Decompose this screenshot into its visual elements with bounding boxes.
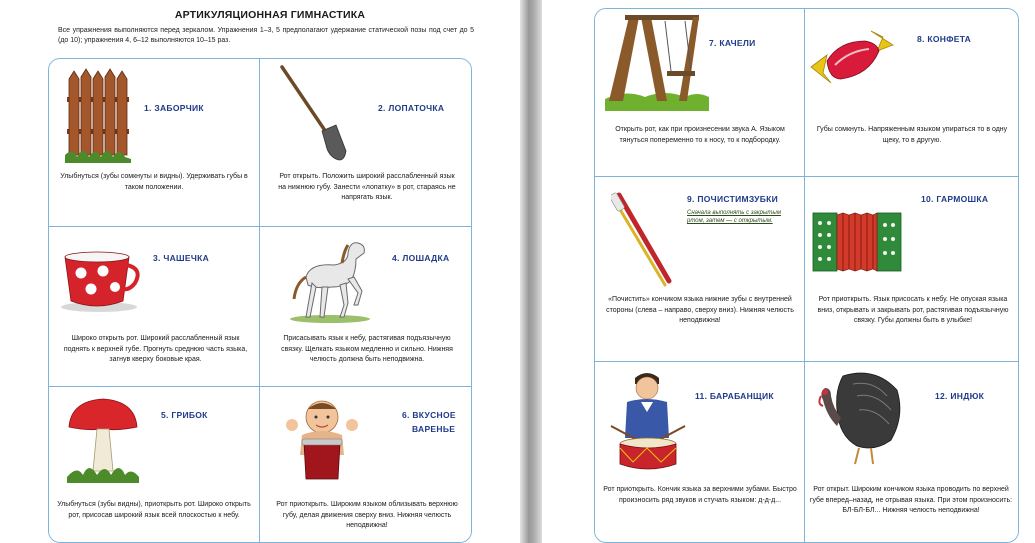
exercise-text: Рот открыт. Широким кончиком языка проводить по верхней губе вперед–назад, не отрывая языка. При этом произносить: БЛ-БЛ-БЛ... Нижняя челюсть неподвижна! xyxy=(809,486,1013,514)
exercise-title: 8. КОНФЕТА xyxy=(917,34,972,44)
exercise-grid-left xyxy=(48,58,472,543)
candy-picture xyxy=(809,27,895,97)
exercise-card-4 xyxy=(260,227,472,387)
exercise-text: Широко открыть рот. Широкий расслабленный язык поднять к верхней губе. Прогнуть среднюю часть языка, загнув кверху боковые края. xyxy=(63,335,248,363)
swing-picture xyxy=(605,13,709,111)
fence-picture xyxy=(65,67,131,163)
shovel-picture xyxy=(276,65,356,165)
exercise-card-9 xyxy=(595,177,805,362)
exercise-text: Губы сомкнуть. Напряженным языком упираться то в одну щеку, то в другую. xyxy=(816,126,1008,144)
page-title: АРТИКУЛЯЦИОННАЯ ГИМНАСТИКА xyxy=(174,9,366,21)
exercise-card-10 xyxy=(805,177,1019,362)
exercise-title: 2. ЛОПАТОЧКА xyxy=(378,103,445,113)
exercise-card-8 xyxy=(805,9,1019,177)
exercise-card-11 xyxy=(595,362,805,543)
exercise-card-1 xyxy=(49,59,260,227)
exercise-text: Рот приоткрыть. Широким языком облизывать верхнюю губу, делая движения сверху вниз. Нижняя челюсть неподвижна! xyxy=(276,501,458,529)
exercise-title: 5. ГРИБОК xyxy=(161,410,208,420)
exercise-title: 9. ПОЧИСТИМЗУБКИ xyxy=(687,194,779,204)
exercise-card-3 xyxy=(49,227,260,387)
exercise-title: 1. ЗАБОРЧИК xyxy=(144,103,204,113)
page-intro: Все упражнения выполняются перед зеркалом. Упражнения 1–3, 5 предполагают удержание статической позы под счет до 5 (до 10); упражнения 4, 6–12 выполняются 10–15 раз. xyxy=(58,27,474,44)
exercise-title: 12. ИНДЮК xyxy=(935,391,985,401)
exercise-title: 6. ВКУСНОЕ xyxy=(402,410,456,420)
right-page xyxy=(542,0,1035,543)
mushroom-picture xyxy=(67,397,139,483)
exercise-text: Рот приоткрыть. Язык присосать к небу. Не опуская языка вниз, открывать и закрывать рот, растягивая подъязычную связку. Губы должны быть в улыбке! xyxy=(817,296,1009,324)
jam-picture xyxy=(280,395,364,483)
exercise-title: 4. ЛОШАДКА xyxy=(392,253,450,263)
exercise-card-5 xyxy=(49,387,260,543)
exercise-title: 7. КАЧЕЛИ xyxy=(709,38,756,48)
turkey-picture xyxy=(813,366,905,470)
exercise-card-7 xyxy=(595,9,805,177)
book-gutter xyxy=(520,0,542,543)
exercise-card-6 xyxy=(260,387,472,543)
exercise-grid-right xyxy=(594,8,1019,543)
exercise-text: Открыть рот, как при произнесении звука А. Языком тянуться попеременно то к носу, то к подбородку. xyxy=(615,126,785,144)
horse-picture xyxy=(286,233,374,325)
cup-picture xyxy=(59,247,143,313)
drummer-picture xyxy=(603,368,693,478)
exercise-title-line2: ВАРЕНЬЕ xyxy=(412,424,456,434)
exercise-note: Сначала выполнять с закрытым ртом, затем — с открытым. xyxy=(687,210,781,224)
exercise-text: Улыбнуться (зубы видны), приоткрыть рот. Широко открыть рот, присосав широкий язык всей плоскостью к небу. xyxy=(57,501,251,519)
exercise-text: Рот открыть. Положить широкий расслабленный язык на нижнюю губу. Занести «лопатку» в рот, стараясь не напрягать язык. xyxy=(278,173,456,201)
accordion-picture xyxy=(811,209,903,275)
exercise-card-2 xyxy=(260,59,472,227)
exercise-text: «Почистить» кончиком языка нижние зубы с внутренней стороны (слева – направо, сверху вниз). Нижняя челюсть неподвижна! xyxy=(606,296,794,324)
exercise-text: Улыбнуться (зубы сомкнуты и видны). Удерживать губы в таком положении. xyxy=(60,173,248,191)
exercise-card-12 xyxy=(805,362,1019,543)
exercise-text: Рот приоткрыть. Кончик языка за верхними зубами. Быстро произносить ряд звуков и стучать языком: д-д-д... xyxy=(603,486,797,504)
exercise-title: 11. БАРАБАНЩИК xyxy=(695,391,774,401)
toothbrush-picture xyxy=(611,191,677,287)
exercise-title: 3. ЧАШЕЧКА xyxy=(153,253,210,263)
exercise-text: Присасывать язык к небу, растягивая подъязычную связку. Щелкать языком медленно и сильно. Нижняя челюсть должна быть неподвижна. xyxy=(281,335,453,363)
exercise-title: 10. ГАРМОШКА xyxy=(921,194,989,204)
